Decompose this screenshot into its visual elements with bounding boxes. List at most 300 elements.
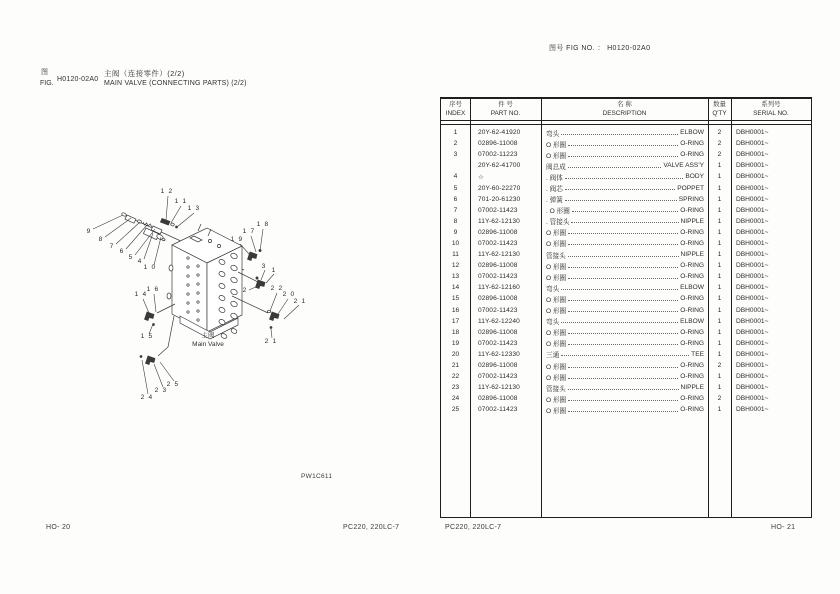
cell-qty: 1 bbox=[717, 162, 722, 170]
main-valve-label-en: Main Valve bbox=[192, 340, 224, 348]
table-row bbox=[441, 260, 811, 271]
cell-part-no: 07002-11423 bbox=[478, 406, 518, 414]
callout-leader-line bbox=[260, 229, 263, 251]
table-row bbox=[441, 316, 811, 327]
cell-serial-no: DBH0001~ bbox=[736, 317, 769, 325]
cell-description bbox=[541, 305, 708, 315]
cell-part-no: 02896-11008 bbox=[478, 140, 518, 148]
cell-serial-no: DBH0001~ bbox=[736, 184, 769, 192]
callout-leader-line bbox=[177, 213, 194, 227]
cell-description bbox=[541, 349, 708, 359]
cell-index: 22 bbox=[451, 373, 460, 381]
table-row bbox=[441, 227, 811, 238]
cell-qty: 2 bbox=[717, 151, 722, 159]
description-en: O-RING bbox=[680, 262, 704, 270]
cell-qty: 1 bbox=[717, 350, 722, 358]
cell-serial-no: DBH0001~ bbox=[736, 239, 769, 247]
cell-description bbox=[541, 405, 708, 415]
table-row bbox=[441, 305, 811, 316]
description-en: ELBOW bbox=[680, 129, 704, 137]
description-cn: O 形圈 bbox=[546, 274, 567, 282]
callout-leader-line bbox=[270, 293, 277, 311]
cell-qty: 1 bbox=[717, 273, 722, 281]
cell-serial-no: DBH0001~ bbox=[736, 195, 769, 203]
dotted-leader bbox=[568, 263, 678, 268]
dotted-leader bbox=[568, 240, 678, 245]
cell-qty: 1 bbox=[717, 328, 722, 336]
description-cn: 三通 bbox=[546, 352, 560, 360]
callout-leader-line bbox=[144, 233, 153, 259]
callout-leader-line bbox=[271, 329, 272, 338]
cell-part-no: 11Y-62-12160 bbox=[478, 284, 520, 292]
table-row bbox=[441, 205, 811, 216]
callout-leader-line bbox=[143, 299, 149, 313]
callout-number: 1 7 bbox=[242, 228, 256, 235]
dotted-leader bbox=[568, 340, 678, 345]
description-cn: O 形圈 bbox=[546, 396, 567, 404]
cell-index: 17 bbox=[451, 317, 460, 325]
table-row bbox=[441, 160, 811, 171]
cell-description bbox=[541, 227, 708, 237]
callout-number: 2 4 bbox=[140, 394, 154, 401]
cell-serial-no: DBH0001~ bbox=[736, 306, 769, 314]
callout-number: 2 1 bbox=[293, 298, 307, 305]
callout-number: 1 1 bbox=[174, 198, 188, 205]
cell-part-no: 07002-11423 bbox=[478, 306, 518, 314]
description-cn: 弯头 bbox=[546, 319, 560, 327]
cell-description bbox=[541, 372, 708, 382]
cell-description bbox=[541, 194, 708, 204]
cell-description bbox=[541, 316, 708, 326]
cell-serial-no: DBH0001~ bbox=[736, 206, 769, 214]
header-double-line bbox=[441, 124, 811, 125]
table-row bbox=[441, 171, 811, 182]
cell-qty: 1 bbox=[717, 373, 722, 381]
callout-leader-line bbox=[278, 299, 288, 314]
table-row bbox=[441, 138, 811, 149]
cell-serial-no: DBH0001~ bbox=[736, 395, 769, 403]
dotted-leader bbox=[565, 196, 677, 201]
callout-number: 2 0 bbox=[282, 291, 296, 298]
table-row bbox=[441, 249, 811, 260]
cell-qty: 1 bbox=[717, 206, 722, 214]
cell-part-no: 11Y-62-12130 bbox=[478, 217, 520, 225]
cell-qty: 1 bbox=[717, 295, 722, 303]
table-row bbox=[441, 393, 811, 404]
table-rows bbox=[441, 127, 811, 415]
cell-index: 23 bbox=[451, 384, 460, 392]
description-cn: . 弹簧 bbox=[546, 197, 563, 205]
description-en: BODY bbox=[685, 173, 704, 181]
dotted-leader bbox=[561, 318, 678, 323]
description-en: O-RING bbox=[680, 362, 704, 370]
cell-index: 5 bbox=[453, 184, 458, 192]
callout-number: 9 bbox=[86, 228, 92, 235]
description-en: NIPPLE bbox=[680, 217, 704, 225]
cell-part-no: 11Y-62-12130 bbox=[478, 251, 520, 259]
description-en: O-RING bbox=[680, 206, 704, 214]
cell-description bbox=[541, 161, 708, 171]
cell-serial-no: DBH0001~ bbox=[736, 228, 769, 236]
cell-serial-no: DBH0001~ bbox=[736, 362, 769, 370]
cell-description bbox=[541, 394, 708, 404]
callout-number: 1 4 bbox=[134, 291, 148, 298]
cell-index: 20 bbox=[451, 350, 460, 358]
description-cn: O 形圈 bbox=[546, 230, 567, 238]
description-cn: O 形圈 bbox=[546, 141, 567, 149]
cell-description bbox=[541, 183, 708, 193]
callout-leader-line bbox=[171, 206, 181, 223]
cell-part-no: 07002-11223 bbox=[478, 151, 518, 159]
cell-index: 9 bbox=[453, 228, 458, 236]
description-en: NIPPLE bbox=[680, 384, 704, 392]
dotted-leader bbox=[571, 218, 678, 223]
description-en: O-RING bbox=[680, 339, 704, 347]
cell-serial-no: DBH0001~ bbox=[736, 339, 769, 347]
cell-index: 12 bbox=[451, 262, 460, 270]
dotted-leader bbox=[568, 396, 678, 401]
table-row bbox=[441, 238, 811, 249]
table-row bbox=[441, 338, 811, 349]
cell-qty: 1 bbox=[717, 284, 722, 292]
dotted-leader bbox=[568, 307, 678, 312]
cell-qty: 2 bbox=[717, 140, 722, 148]
cell-serial-no: DBH0001~ bbox=[736, 129, 769, 137]
table-row bbox=[441, 282, 811, 293]
cell-serial-no: DBH0001~ bbox=[736, 384, 769, 392]
cell-index: 21 bbox=[451, 362, 460, 370]
description-cn: 弯头 bbox=[546, 130, 560, 138]
footer-model-left: PC220, 220LC-7 bbox=[343, 524, 400, 531]
cell-description bbox=[541, 327, 708, 337]
cell-description bbox=[541, 383, 708, 393]
cell-qty: 1 bbox=[717, 228, 722, 236]
table-row bbox=[441, 404, 811, 415]
callout-number: 1 0 bbox=[143, 264, 157, 271]
description-en: O-RING bbox=[680, 239, 704, 247]
cell-serial-no: DBH0001~ bbox=[736, 406, 769, 414]
cell-serial-no: DBH0001~ bbox=[736, 140, 769, 148]
cell-part-no: 11Y-62-12240 bbox=[478, 317, 520, 325]
table-row bbox=[441, 293, 811, 304]
cell-serial-no: DBH0001~ bbox=[736, 328, 769, 336]
parts-table bbox=[440, 97, 812, 518]
callout-leader-line bbox=[166, 196, 168, 220]
cell-description bbox=[541, 261, 708, 271]
table-header bbox=[441, 99, 811, 121]
callout-leader-line bbox=[154, 294, 156, 312]
cell-serial-no: DBH0001~ bbox=[736, 350, 769, 358]
callout-leader-line bbox=[142, 360, 148, 394]
description-en: O-RING bbox=[680, 140, 704, 148]
description-en: O-RING bbox=[680, 328, 704, 336]
cell-serial-no: DBH0001~ bbox=[736, 151, 769, 159]
cell-part-no: 02896-11008 bbox=[478, 362, 518, 370]
dotted-leader bbox=[568, 252, 679, 257]
description-cn: 弯头 bbox=[546, 285, 560, 293]
main-valve-label bbox=[178, 332, 238, 349]
fig-label-cn: 图 bbox=[41, 69, 48, 76]
dotted-leader bbox=[561, 130, 678, 135]
exploded-view-diagram bbox=[78, 183, 328, 413]
callout-number: 2 bbox=[242, 287, 248, 294]
cell-description bbox=[541, 294, 708, 304]
header-part-no: 件 号 PART NO. bbox=[490, 101, 521, 117]
description-cn: . O 形圈 bbox=[546, 208, 570, 216]
cell-description bbox=[541, 361, 708, 371]
cell-description bbox=[541, 128, 708, 138]
dotted-leader bbox=[561, 285, 678, 290]
callout-number: 1 5 bbox=[140, 333, 154, 340]
dotted-leader bbox=[568, 363, 678, 368]
cell-part-no: 02896-11008 bbox=[478, 395, 518, 403]
description-en: O-RING bbox=[680, 406, 704, 414]
cell-part-no: 07002-11423 bbox=[478, 273, 518, 281]
dotted-leader bbox=[568, 229, 678, 234]
cell-qty: 1 bbox=[717, 406, 722, 414]
cell-index: 4 bbox=[453, 173, 458, 181]
callout-number: 1 9 bbox=[230, 236, 244, 243]
footer-page-left: HO- 20 bbox=[46, 524, 71, 531]
callout-number: 2 1 bbox=[264, 338, 278, 345]
description-cn: O 形圈 bbox=[546, 308, 567, 316]
dotted-leader bbox=[568, 141, 678, 146]
header-serial-no: 系列号 SERIAL NO. bbox=[753, 101, 789, 117]
dotted-leader bbox=[568, 152, 678, 157]
cell-index: 18 bbox=[451, 328, 460, 336]
cell-serial-no: DBH0001~ bbox=[736, 162, 769, 170]
cell-serial-no: DBH0001~ bbox=[736, 173, 769, 181]
description-cn: O 形圈 bbox=[546, 296, 567, 304]
cell-description bbox=[541, 283, 708, 293]
table-row bbox=[441, 327, 811, 338]
cell-part-no: 07002-11423 bbox=[478, 373, 518, 381]
callout-number: 1 bbox=[271, 267, 277, 274]
description-cn: O 形圈 bbox=[546, 241, 567, 249]
cell-part-no: ☆ bbox=[478, 173, 485, 181]
description-cn: 管接头 bbox=[546, 385, 566, 393]
callout-number: 2 5 bbox=[166, 381, 180, 388]
cell-qty: 1 bbox=[717, 195, 722, 203]
cell-serial-no: DBH0001~ bbox=[736, 373, 769, 381]
cell-part-no: 02896-11008 bbox=[478, 328, 518, 336]
description-en: TEE bbox=[691, 350, 704, 358]
description-en: O-RING bbox=[680, 151, 704, 159]
callout-number: 4 bbox=[137, 258, 143, 265]
callout-number: 1 2 bbox=[160, 188, 174, 195]
cell-serial-no: DBH0001~ bbox=[736, 251, 769, 259]
page-title-cn: 主阀（连接零件）(2/2) bbox=[104, 69, 185, 78]
cell-index: 11 bbox=[452, 251, 459, 259]
description-cn: O 形圈 bbox=[546, 263, 567, 271]
table-row bbox=[441, 149, 811, 160]
cell-qty: 1 bbox=[717, 306, 722, 314]
description-en: ELBOW bbox=[680, 284, 704, 292]
callout-number: 8 bbox=[98, 236, 104, 243]
description-en: O-RING bbox=[680, 306, 704, 314]
callout-number: 1 8 bbox=[256, 221, 270, 228]
dotted-leader bbox=[561, 351, 689, 356]
main-valve-label-cn: 主阀 bbox=[201, 332, 215, 339]
cell-qty: 1 bbox=[717, 384, 722, 392]
cell-index: 24 bbox=[451, 395, 460, 403]
table-row bbox=[441, 382, 811, 393]
cell-part-no: 07002-11423 bbox=[478, 239, 518, 247]
cell-part-no: 701-20-61230 bbox=[478, 195, 521, 203]
table-row bbox=[441, 360, 811, 371]
cell-serial-no: DBH0001~ bbox=[736, 262, 769, 270]
table-row bbox=[441, 371, 811, 382]
description-cn: . 管接头 bbox=[546, 219, 570, 227]
description-cn: O 形圈 bbox=[546, 330, 567, 338]
callout-leader-line bbox=[154, 237, 161, 265]
cell-description bbox=[541, 338, 708, 348]
dotted-leader bbox=[565, 174, 683, 179]
dotted-leader bbox=[568, 274, 678, 279]
description-cn: O 形圈 bbox=[546, 407, 567, 415]
table-row bbox=[441, 271, 811, 282]
cell-description bbox=[541, 250, 708, 260]
callout-leader-line bbox=[160, 362, 174, 381]
header-qty: 数量 Q'TY bbox=[712, 101, 727, 117]
dotted-leader bbox=[568, 329, 678, 334]
dotted-leader bbox=[572, 207, 678, 212]
cell-index: 7 bbox=[453, 206, 458, 214]
description-cn: O 形圈 bbox=[546, 374, 567, 382]
cell-qty: 2 bbox=[717, 129, 722, 137]
cell-qty: 1 bbox=[717, 262, 722, 270]
callout-leader-line bbox=[116, 222, 140, 244]
description-en: O-RING bbox=[680, 273, 704, 281]
cell-part-no: 02896-11008 bbox=[478, 262, 518, 270]
description-cn: O 形圈 bbox=[546, 341, 567, 349]
cell-description bbox=[541, 172, 708, 182]
cell-part-no: 07002-11423 bbox=[478, 339, 518, 347]
cell-index: 6 bbox=[453, 195, 458, 203]
cell-serial-no: DBH0001~ bbox=[736, 273, 769, 281]
fig-label-en: FIG. bbox=[40, 80, 54, 87]
callout-leader-line bbox=[266, 274, 274, 283]
header-description: 名 称 DESCRIPTION bbox=[602, 101, 647, 117]
description-cn: 管接头 bbox=[546, 252, 566, 260]
cell-qty: 1 bbox=[717, 239, 722, 247]
cell-description bbox=[541, 216, 708, 226]
cell-part-no: 20Y-60-22270 bbox=[478, 184, 521, 192]
cell-description bbox=[541, 150, 708, 160]
table-row bbox=[441, 127, 811, 138]
cell-part-no: 20Y-62-41920 bbox=[478, 129, 521, 137]
description-en: O-RING bbox=[680, 295, 704, 303]
table-row bbox=[441, 349, 811, 360]
cell-qty: 1 bbox=[717, 339, 722, 347]
cell-description bbox=[541, 139, 708, 149]
cell-part-no: 11Y-62-12330 bbox=[478, 350, 520, 358]
callout-number: 1 6 bbox=[146, 286, 160, 293]
description-cn: O 形圈 bbox=[546, 363, 567, 371]
cell-serial-no: DBH0001~ bbox=[736, 295, 769, 303]
fig-number-header: 图号 FIG NO. ： H0120-02A0 bbox=[549, 45, 651, 52]
dotted-leader bbox=[568, 407, 678, 412]
description-en: VALVE ASS'Y bbox=[663, 162, 704, 170]
footer-page-right: HO- 21 bbox=[771, 524, 796, 531]
callout-number: 6 bbox=[119, 248, 125, 255]
cell-qty: 1 bbox=[717, 173, 722, 181]
dotted-leader bbox=[568, 385, 679, 390]
dotted-leader bbox=[568, 296, 678, 301]
description-en: O-RING bbox=[680, 373, 704, 381]
cell-part-no: 20Y-62-41700 bbox=[478, 162, 521, 170]
cell-qty: 1 bbox=[717, 184, 722, 192]
drawing-code: PW1C611 bbox=[301, 473, 333, 480]
cell-description bbox=[541, 272, 708, 282]
cell-index: 16 bbox=[451, 306, 460, 314]
callout-number: 2 3 bbox=[154, 387, 168, 394]
description-cn: . 阀芯 bbox=[546, 186, 563, 194]
callout-leader-line bbox=[251, 236, 256, 252]
cell-part-no: 07002-11423 bbox=[478, 206, 518, 214]
cell-qty: 2 bbox=[717, 362, 722, 370]
table-row bbox=[441, 216, 811, 227]
cell-index: 13 bbox=[451, 273, 460, 281]
callout-number: 7 bbox=[109, 243, 115, 250]
description-en: O-RING bbox=[680, 395, 704, 403]
callout-leader-line bbox=[154, 364, 163, 387]
cell-description bbox=[541, 238, 708, 248]
callout-number: 5 bbox=[128, 254, 134, 261]
cell-serial-no: DBH0001~ bbox=[736, 284, 769, 292]
description-en: NIPPLE bbox=[680, 251, 704, 259]
cell-part-no: 02896-11008 bbox=[478, 295, 518, 303]
cell-index: 14 bbox=[451, 284, 460, 292]
callout-leader-line bbox=[261, 270, 265, 280]
cell-index: 3 bbox=[453, 151, 458, 159]
cell-qty: 1 bbox=[717, 217, 722, 225]
cell-index: 2 bbox=[453, 140, 458, 148]
description-cn: . 阀体 bbox=[546, 174, 563, 182]
dotted-leader bbox=[568, 374, 678, 379]
callout-number: 1 3 bbox=[187, 205, 201, 212]
footer-model-right: PC220, 220LC-7 bbox=[445, 524, 502, 531]
header-index: 序号 INDEX bbox=[445, 101, 466, 117]
fig-number: H0120-02A0 bbox=[57, 76, 99, 83]
description-cn: 阀总成 bbox=[546, 163, 566, 171]
table-row bbox=[441, 182, 811, 193]
cell-index: 19 bbox=[451, 339, 460, 347]
cell-qty: 2 bbox=[717, 395, 722, 403]
cell-index: 8 bbox=[453, 217, 458, 225]
description-en: POPPET bbox=[677, 184, 704, 192]
cell-serial-no: DBH0001~ bbox=[736, 217, 769, 225]
description-en: O-RING bbox=[680, 228, 704, 236]
table-row bbox=[441, 194, 811, 205]
cell-index: 15 bbox=[451, 295, 460, 303]
cell-qty: 1 bbox=[717, 317, 722, 325]
description-en: SPRING bbox=[678, 195, 704, 203]
dotted-leader bbox=[568, 163, 662, 168]
callout-leader-line bbox=[126, 225, 147, 249]
cell-index: 10 bbox=[451, 239, 460, 247]
cell-qty: 1 bbox=[717, 251, 722, 259]
description-cn: O 形圈 bbox=[546, 152, 567, 160]
cell-part-no: 11Y-62-12130 bbox=[478, 384, 520, 392]
callout-number: 2 2 bbox=[270, 285, 284, 292]
callout-leader-line bbox=[284, 305, 299, 319]
description-en: ELBOW bbox=[680, 317, 704, 325]
cell-description bbox=[541, 205, 708, 215]
cell-index: 1 bbox=[453, 129, 458, 137]
dotted-leader bbox=[565, 185, 675, 190]
cell-index: 25 bbox=[451, 406, 460, 414]
